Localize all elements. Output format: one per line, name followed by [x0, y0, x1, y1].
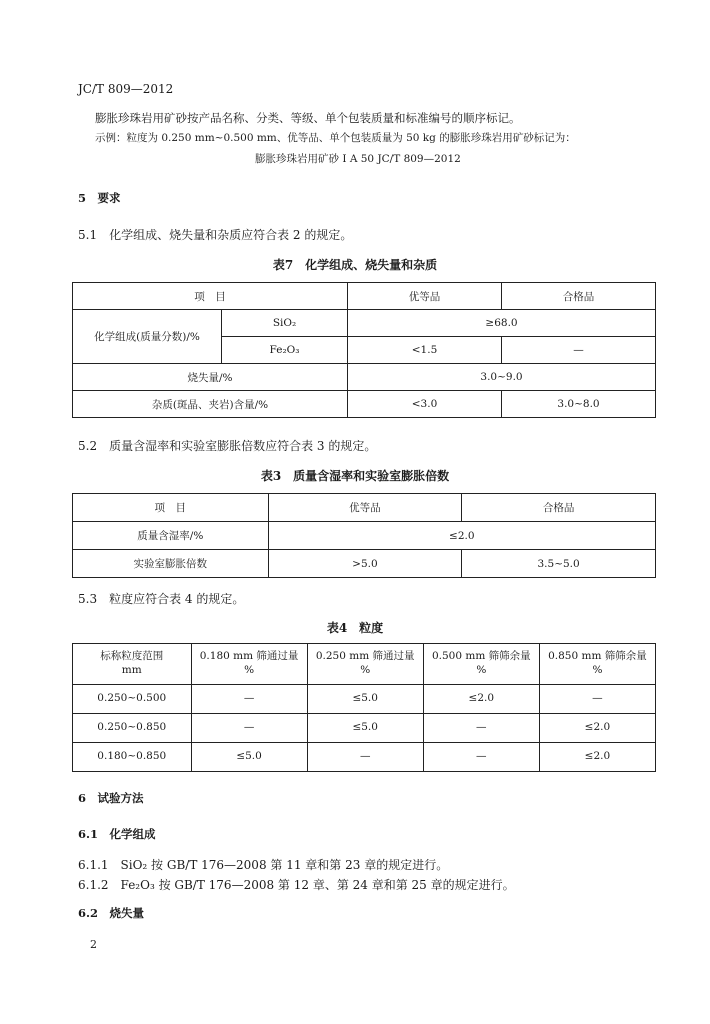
loss-label: 烧失量/% — [73, 364, 348, 391]
section-6-heading: 6 试验方法 — [78, 791, 144, 805]
header-grade-premium: 优等品 — [348, 283, 502, 310]
table-4-caption: 表4 粒度 — [326, 621, 384, 635]
loss-value: 3.0~9.0 — [348, 364, 656, 391]
chem-composition-label: 化学组成(质量分数)/% — [73, 310, 222, 364]
section-5-heading: 5 要求 — [78, 191, 121, 205]
header-item: 项 目 — [73, 494, 269, 522]
table-cell: ≤5.0 — [191, 743, 307, 772]
table-cell: 0.180~0.850 — [73, 743, 192, 772]
sio2-label: SiO₂ — [222, 310, 348, 337]
fe2o3-qualified: — — [502, 337, 656, 364]
clause-6-2: 6.2 烧失量 — [78, 906, 145, 920]
table-row — [73, 714, 656, 743]
header-nominal-range: 标称粒度范围 mm — [73, 644, 192, 685]
marking-example: 示例：粒度为 0.250 mm~0.500 mm、优等品、单个包装质量为 50 kg 的膨胀珍珠岩用矿砂标记为： — [95, 132, 576, 144]
table-cell: — — [307, 743, 423, 772]
expansion-premium: >5.0 — [268, 550, 462, 578]
clause-5-2: 5.2 质量含湿率和实验室膨胀倍数应符合表 3 的规定。 — [78, 439, 377, 453]
table-7-caption: 表7 化学组成、烧失量和杂质 — [272, 258, 438, 272]
header-0850-retained: 0.850 mm 筛筛余量 % — [539, 644, 655, 685]
table-particle-size — [72, 643, 656, 772]
clause-5-1: 5.1 化学组成、烧失量和杂质应符合表 2 的规定。 — [78, 228, 353, 242]
marking-paragraph: 膨胀珍珠岩用矿砂按产品名称、分类、等级、单个包装质量和标准编号的顺序标记。 — [95, 111, 521, 125]
table-cell: — — [539, 685, 655, 714]
header-0180-passing: 0.180 mm 筛通过量 % — [191, 644, 307, 685]
table-cell: — — [191, 714, 307, 743]
table-row — [73, 685, 656, 714]
clause-5-3: 5.3 粒度应符合表 4 的规定。 — [78, 592, 245, 606]
header-grade-premium: 优等品 — [268, 494, 462, 522]
impurity-label: 杂质(斑晶、夹岩)含量/% — [73, 391, 348, 418]
standard-code-header: JC/T 809—2012 — [78, 82, 174, 96]
table-moisture-expansion — [72, 493, 656, 578]
marking-example-code: 膨胀珍珠岩用矿砂 Ⅰ A 50 JC/T 809—2012 — [255, 153, 461, 165]
table-cell: 0.250~0.500 — [73, 685, 192, 714]
table-cell: — — [423, 714, 539, 743]
table-cell: — — [191, 685, 307, 714]
header-0250-passing: 0.250 mm 筛通过量 % — [307, 644, 423, 685]
table-cell: ≤2.0 — [539, 743, 655, 772]
impurity-qualified: 3.0~8.0 — [502, 391, 656, 418]
header-grade-qualified: 合格品 — [462, 494, 656, 522]
table-cell: ≤2.0 — [423, 685, 539, 714]
table-cell: ≤5.0 — [307, 714, 423, 743]
header-grade-qualified: 合格品 — [502, 283, 656, 310]
impurity-premium: <3.0 — [348, 391, 502, 418]
table-chemical-composition — [72, 282, 656, 418]
header-item: 项 目 — [73, 283, 348, 310]
sio2-value: ≥68.0 — [348, 310, 656, 337]
clause-6-1-1: 6.1.1 SiO₂ 按 GB/T 176—2008 第 11 章和第 23 章的规定进行。 — [78, 858, 449, 872]
table-3-caption: 表3 质量含湿率和实验室膨胀倍数 — [260, 469, 450, 483]
table-cell: ≤5.0 — [307, 685, 423, 714]
clause-6-1-2: 6.1.2 Fe₂O₃ 按 GB/T 176—2008 第 12 章、第 24 章和第 25 章的规定进行。 — [78, 878, 515, 892]
clause-6-1: 6.1 化学组成 — [78, 827, 156, 841]
fe2o3-premium: <1.5 — [348, 337, 502, 364]
table-cell: — — [423, 743, 539, 772]
expansion-label: 实验室膨胀倍数 — [73, 550, 269, 578]
table-row — [73, 743, 656, 772]
table-cell: 0.250~0.850 — [73, 714, 192, 743]
header-0500-retained: 0.500 mm 筛筛余量 % — [423, 644, 539, 685]
table-cell: ≤2.0 — [539, 714, 655, 743]
moisture-label: 质量含湿率/% — [73, 522, 269, 550]
page-number: 2 — [90, 938, 97, 951]
fe2o3-label: Fe₂O₃ — [222, 337, 348, 364]
expansion-qualified: 3.5~5.0 — [462, 550, 656, 578]
moisture-value: ≤2.0 — [268, 522, 655, 550]
